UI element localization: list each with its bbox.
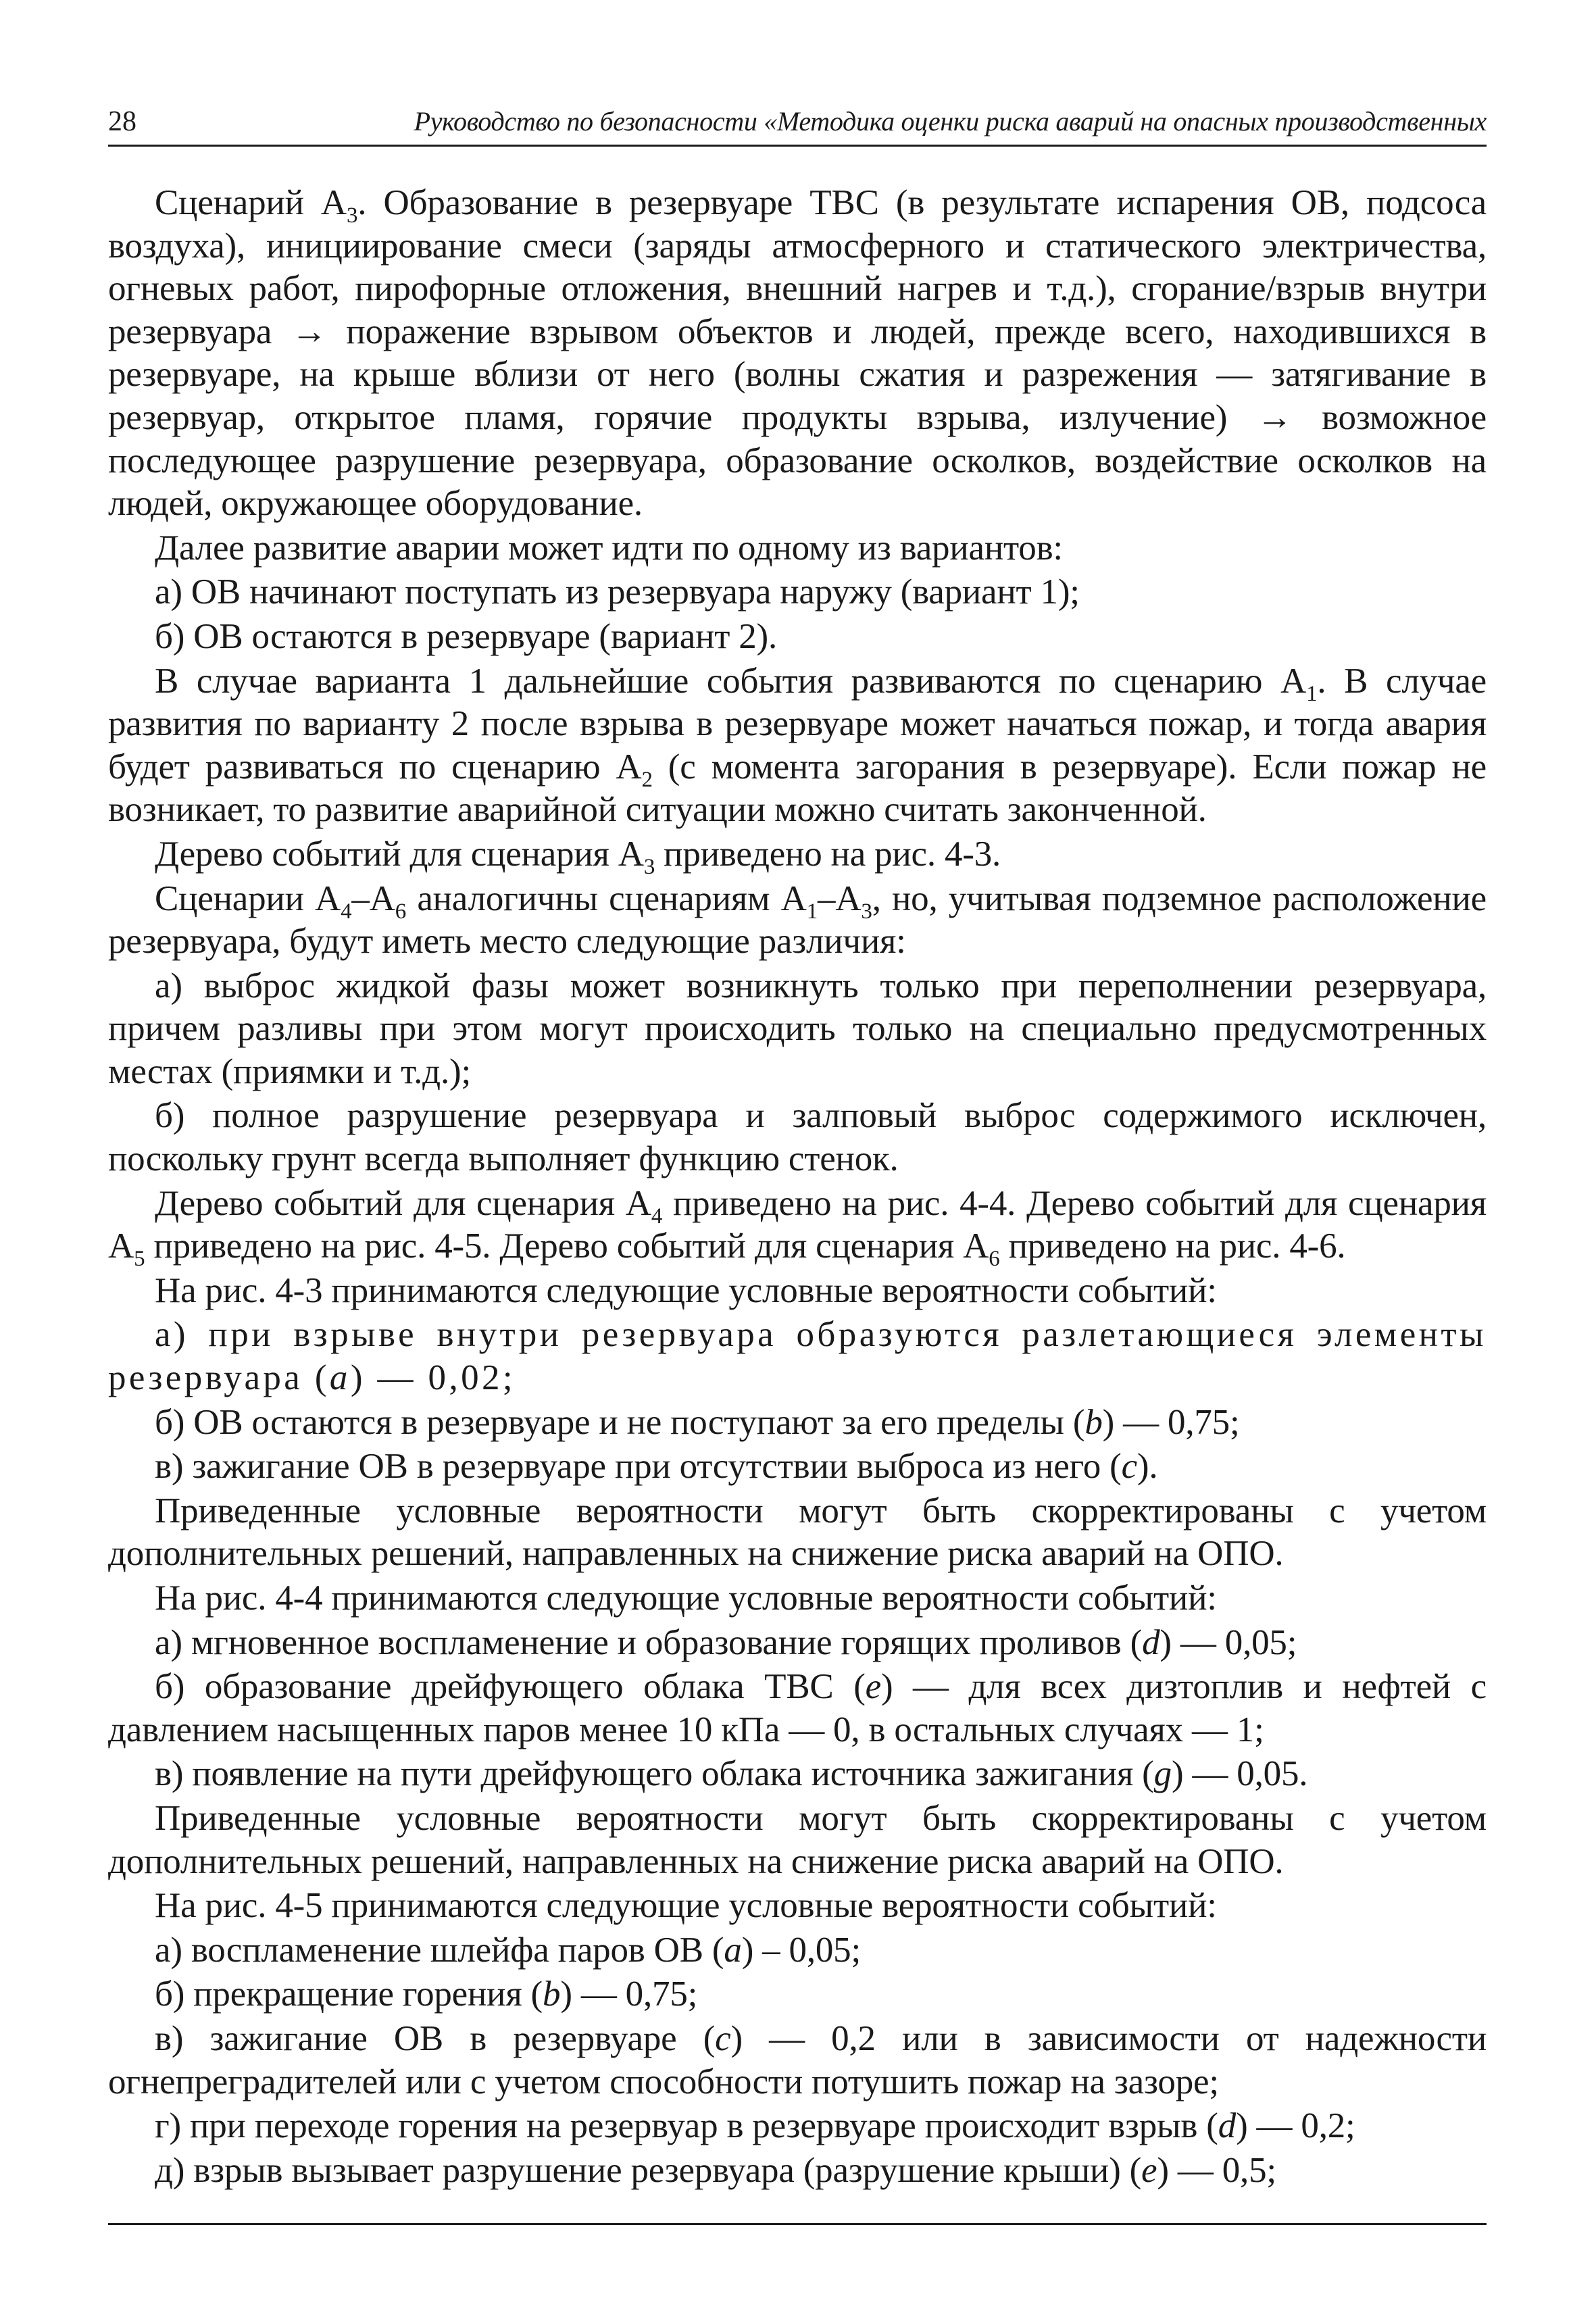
text-run: , но, учитывая подземное расположение резервуара, будут иметь место следующие различия: [108,878,1487,962]
text-run: приведено на рис. 4-3. [655,834,1001,874]
paragraph-p1 [108,182,1487,526]
subscript: 4 [651,1203,663,1228]
text-run: ) — 0,2 или в зависимости от надежности огнепреградителей или с учетом способности потушить пожар на зазоре; [108,2018,1487,2101]
paragraph-p12 [108,1314,1487,1399]
text-run: б) полное разрушение резервуара и залповый выброс содержимого исключен, поскольку грунт всегда выполняет функцию стенок. [108,1096,1487,1179]
paragraph-p3 [108,571,1487,614]
text-run: б) ОВ остаются в резервуаре (вариант 2). [155,616,778,656]
paragraph-p8 [108,965,1487,1094]
italic-variable: c [715,2018,731,2058]
italic-variable: e [865,1667,881,1707]
text-run: д) взрыв вызывает разрушение резервуара (разрушение крыши) ( [155,2150,1142,2190]
text-run: –А [818,878,862,918]
subscript: 1 [806,899,818,924]
text-run: приведено на рис. 4-4. Дерево событий для сценария А [108,1183,1487,1266]
text-run: а) ОВ начинают поступать из резервуара наружу (вариант 1); [155,572,1080,612]
paragraph-p5 [108,660,1487,832]
paragraph-p7 [108,878,1487,964]
text-run: а) мгновенное воспламенение и образование горящих проливов ( [155,1622,1143,1662]
paragraph-p4 [108,616,1487,659]
paragraph-p18 [108,1666,1487,1751]
subscript: 3 [643,854,655,879]
body-text [108,182,1487,2192]
text-run: а) при взрыве внутри резервуара образуются разлетающиеся элементы резервуара ( [108,1315,1487,1398]
text-run: Сценарий А [155,183,347,222]
subscript: 6 [989,1247,1000,1272]
paragraph-p24 [108,2018,1487,2104]
text-run: –А [351,878,395,918]
text-run: ) — 0,02; [350,1358,516,1398]
text-run: в) зажигание ОВ в резервуаре при отсутствии выброса из него ( [155,1447,1122,1487]
italic-variable: e [1141,2150,1157,2190]
paragraph-p19 [108,1753,1487,1796]
subscript: 5 [134,1247,145,1272]
text-run: ) — 0,05; [1159,1622,1297,1662]
text-run: (с момента загорания в резервуаре). Если пожар не возникает, то развитие аварийной ситуации можно считать законченной. [108,747,1487,830]
paragraph-p11 [108,1270,1487,1313]
text-run: аналогичны сценариям А [406,878,807,918]
text-run: В случае варианта 1 дальнейшие события развиваются по сценарию А [155,661,1307,701]
text-run: На рис. 4-3 принимаются следующие условные вероятности событий: [155,1270,1217,1310]
paragraph-p17 [108,1622,1487,1665]
text-run: б) образование дрейфующего облака ТВС ( [155,1667,866,1707]
italic-variable: a [329,1358,351,1398]
italic-variable: b [1084,1402,1103,1442]
subscript: 1 [1306,681,1318,706]
running-title: Руководство по безопасности «Методика оценки риска аварий на опасных производственных [414,106,1487,136]
text-run: Приведенные условные вероятности могут быть скорректированы с учетом дополнительных решений, направленных на снижение риска аварий на ОПО. [108,1491,1487,1574]
paragraph-p9 [108,1095,1487,1180]
text-run: приведено на рис. 4-6. [999,1226,1346,1266]
text-run: г) при переходе горения на резервуар в резервуаре происходит взрыв ( [155,2106,1218,2146]
page-header [108,101,1487,147]
text-run: Дерево событий для сценария А [155,1183,651,1223]
text-run: ) — 0,05. [1171,1754,1308,1794]
text-run: ) — 0,75; [1102,1402,1240,1442]
paragraph-p13 [108,1401,1487,1445]
italic-variable: b [543,1974,561,2014]
text-run: а) воспламенение шлейфа паров ОВ ( [155,1930,724,1970]
text-run: На рис. 4-4 принимаются следующие условные вероятности событий: [155,1578,1217,1618]
text-run: ) — для всех дизтоплив и нефтей с давлением насыщенных паров менее 10 кПа — 0, в остальных случаях — 1; [108,1667,1487,1749]
text-run: . Образование в резервуаре ТВС (в результате испарения ОВ, подсоса воздуха), инициирование смеси (заряды атмосферного и статического электричества, огневых работ, пирофорные отложения, внешний нагрев и т.д.), сгорание/взрыв внутри резервуара → поражение взрывом объектов и людей, прежде всего, находившихся в резервуаре, на крыше вблизи от него (волны сжатия и разрежения — затягивание в резервуар, открытое пламя, горячие продукты взрыва, излучение) → возможное последующее разрушение резервуара, образование осколков, воздействие осколков на людей, окружающее оборудование. [108,183,1487,524]
text-run: ). [1137,1447,1158,1487]
paragraph-p15 [108,1490,1487,1576]
italic-variable: g [1153,1754,1172,1794]
italic-variable: c [1121,1447,1137,1487]
text-run: а) выброс жидкой фазы может возникнуть только при переполнении резервуара, причем разливы при этом могут происходить только на специально предусмотренных местах (приямки и т.д.); [108,966,1487,1091]
subscript: 2 [641,767,653,792]
page-content [108,101,1487,2193]
text-run: Сценарии А [155,878,341,918]
text-run: ) — 0,5; [1157,2150,1276,2190]
text-run: ) — 0,75; [560,1974,698,2014]
text-run: Приведенные условные вероятности могут быть скорректированы с учетом дополнительных решений, направленных на снижение риска аварий на ОПО. [108,1798,1487,1881]
text-run: ) – 0,05; [741,1930,862,1970]
paragraph-p20 [108,1797,1487,1883]
subscript: 4 [341,899,352,924]
italic-variable: d [1142,1622,1160,1662]
text-run: б) прекращение горения ( [155,1974,543,2014]
text-run: ) — 0,2; [1236,2106,1355,2146]
paragraph-p10 [108,1183,1487,1272]
text-run: б) ОВ остаются в резервуаре и не поступают за его пределы ( [155,1402,1085,1442]
paragraph-p25 [108,2105,1487,2148]
paragraph-p16 [108,1577,1487,1620]
italic-variable: a [724,1930,742,1970]
text-run: в) появление на пути дрейфующего облака источника зажигания ( [155,1754,1154,1794]
paragraph-p14 [108,1445,1487,1489]
paragraph-p23 [108,1973,1487,2016]
subscript: 3 [861,899,872,924]
paragraph-p6 [108,833,1487,879]
paragraph-p21 [108,1885,1487,1928]
footer-rule [108,2223,1487,2225]
paragraph-p2 [108,527,1487,570]
text-run: в) зажигание ОВ в резервуаре ( [155,2018,716,2058]
text-run: Далее развитие аварии может идти по одному из вариантов: [155,528,1063,568]
italic-variable: d [1218,2106,1237,2146]
text-run: На рис. 4-5 принимаются следующие условные вероятности событий: [155,1886,1217,1926]
text-run: . В случае развития по варианту 2 после взрыва в резервуаре может начаться пожар, и тогда авария будет развиваться по сценарию А [108,661,1487,787]
subscript: 3 [346,203,358,228]
subscript: 6 [395,899,407,924]
paragraph-p26 [108,2149,1487,2193]
page-number: 28 [108,106,136,137]
text-run: приведено на рис. 4-5. Дерево событий для сценария А [145,1226,989,1266]
paragraph-p22 [108,1929,1487,1972]
text-run: Дерево событий для сценария А [155,834,644,874]
